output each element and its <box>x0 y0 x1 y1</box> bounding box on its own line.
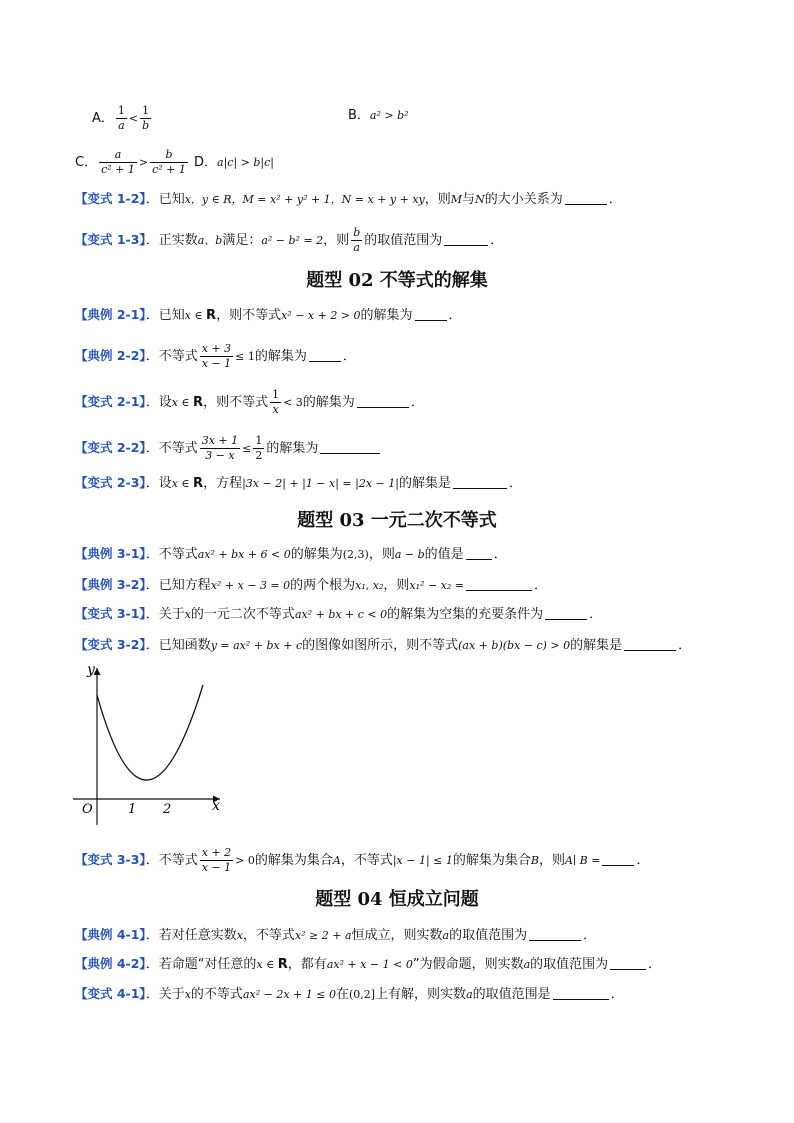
fraction: $\frac{3x + 1}{3 - x}$ <box>201 434 239 462</box>
fraction: $\frac{x + 2}{x - 1}$ <box>201 846 232 874</box>
problem-d2-1: 【典例 2-1】．已知x ∈ R，则不等式x² − x + 2 > 0的解集为 ． <box>75 307 462 323</box>
answer-blank <box>602 852 634 866</box>
answer-blank <box>357 394 409 408</box>
fraction: $\frac{b}{a}$ <box>353 226 361 254</box>
problem-v4-1: 【变式 4-1】．关于x的不等式ax² − 2x + 1 ≤ 0在(0,2]上有解，则实数a的取值范围是 ． <box>75 986 624 1002</box>
fraction: $\frac{b}{\text{c² + 1}}$ <box>152 148 186 176</box>
problem-v3-1: 【变式 3-1】．关于x的一元二次不等式ax² + bx + c < 0的解集为空集的充要条件为 ． <box>75 606 603 622</box>
problem-v2-2: 【变式 2-2】．不等式 $\frac{3x + 1}{3 - x}$ ≤ $\frac{1}{2}$ 的解集为 <box>75 434 382 463</box>
section-heading-04: 题型 04 恒成立问题 <box>315 889 479 910</box>
answer-blank <box>466 546 492 560</box>
fraction: $\frac{a}{\text{c² + 1}}$ <box>101 148 135 176</box>
answer-blank <box>444 232 488 246</box>
answer-blank <box>565 191 607 205</box>
problem-v3-3: 【变式 3-3】．不等式 $\frac{x + 2}{x - 1}$ > 0的解集为集合A，不等式|x − 1| ≤ 1的解集为集合B，则A∣ B = ． <box>75 846 650 874</box>
fraction: $\frac{1}{a}$ <box>117 104 125 132</box>
problem-d3-1: 【典例 3-1】．不等式ax² + bx + 6 < 0的解集为(2,3)，则a − b的值是 ． <box>75 546 507 562</box>
section-heading-03: 题型 03 一元二次不等式 <box>297 510 497 531</box>
option-b: B．a² > b² <box>348 108 409 123</box>
problem-v2-1: 【变式 2-1】．设x ∈ R，则不等式 $\frac{1}{x}$ < 3的解集为 ． <box>75 388 424 416</box>
problem-v1-2: 【变式 1-2】．已知x，y ∈ R，M = x² + y² + 1，N = x + y + xy，则M与N的大小关系为 ． <box>75 191 622 207</box>
fraction: $\frac{1}{2}$ <box>255 434 263 462</box>
answer-blank <box>415 307 447 321</box>
y-label: y <box>87 662 95 678</box>
problem-d4-1: 【典例 4-1】．若对任意实数x，不等式x² ≥ 2 + a恒成立，则实数a的取值范围为 ． <box>75 927 597 943</box>
answer-blank <box>466 577 532 591</box>
answer-blank <box>553 986 609 1000</box>
answer-blank <box>529 927 581 941</box>
section-heading-02: 题型 02 不等式的解集 <box>306 270 488 291</box>
tick-1: 1 <box>128 802 137 817</box>
origin-label: O <box>82 802 93 817</box>
option-a: A． $\frac{1}{a}$ < $\frac{1}{b}$ <box>92 104 150 132</box>
problem-d3-2: 【典例 3-2】．已知方程x² + x − 3 = 0的两个根为x₁, x₂，则x₁² − x₂ = ． <box>75 577 547 593</box>
option-c-d: C． $\frac{a}{\text{c² + 1}}$ > $\frac{b}{\text{c² + 1}}$ D．a|c| > b|c| <box>75 148 274 176</box>
answer-blank <box>545 606 587 620</box>
answer-blank <box>309 348 341 362</box>
answer-blank <box>320 440 380 454</box>
problem-v1-3: 【变式 1-3】．正实数a、b满足：a² − b² = 2，则 $\frac{b}{a}$ 的取值范围为 ． <box>75 226 504 254</box>
answer-blank <box>453 475 507 489</box>
answer-blank <box>624 637 676 651</box>
parabola-curve <box>97 685 203 780</box>
parabola-graph <box>70 660 240 830</box>
problem-d4-2: 【典例 4-2】．若命题“对任意的x ∈ R，都有ax² + x − 1 < 0”为假命题，则实数a的取值范围为 ． <box>75 956 662 972</box>
problem-v2-3: 【变式 2-3】．设x ∈ R，方程|3x − 2| + |1 − x| = |2x − 1|的解集是 ． <box>75 475 522 491</box>
fraction: $\frac{1}{b}$ <box>142 104 150 132</box>
problem-v3-2: 【变式 3-2】．已知函数y = ax² + bx + c的图像如图所示，则不等式(ax + b)(bx − c) > 0的解集是 ． <box>75 637 692 653</box>
answer-blank <box>610 956 646 970</box>
problem-d2-2: 【典例 2-2】．不等式 $\frac{x + 3}{x - 1}$ ≤ 1的解集为 ． <box>75 342 356 370</box>
x-label: x <box>212 798 220 814</box>
fraction: $\frac{1}{x}$ <box>272 388 280 416</box>
fraction: $\frac{x + 3}{x - 1}$ <box>201 342 232 370</box>
tick-2: 2 <box>163 802 172 817</box>
